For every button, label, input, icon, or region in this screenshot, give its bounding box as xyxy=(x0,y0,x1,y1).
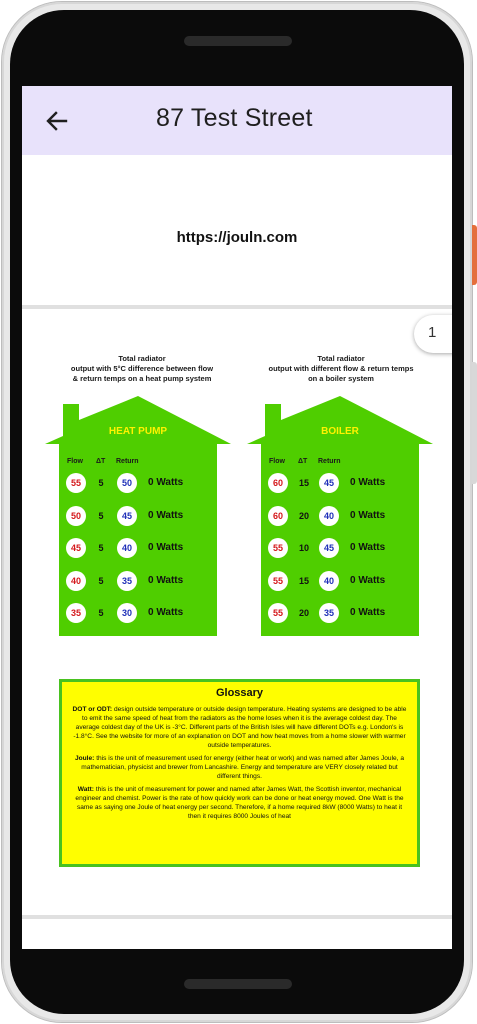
delta-t-header: ΔT xyxy=(96,458,106,465)
return-header: Return xyxy=(318,458,341,465)
boiler-caption xyxy=(251,354,431,384)
volume-button[interactable] xyxy=(472,362,477,484)
flow-temp: 45 xyxy=(66,538,86,558)
glossary-definition: this is the unit of measurement for power and named after James Watt, the Scottish inventor, mechanical engineer and chemist. Power is the rate of how quickly work can be done or heat energy moved. One Watt is the same as saying one Joule of heat energy per second. Therefore, if a home required 8kW (8000 Watts) to heat it then it requires 8000 Joules of heat xyxy=(75,786,404,820)
data-row xyxy=(247,571,433,595)
return-temp: 35 xyxy=(117,571,137,591)
boiler-label: BOILER xyxy=(321,426,359,437)
page-title: 87 Test Street xyxy=(156,104,313,132)
return-temp: 40 xyxy=(319,506,339,526)
top-speaker xyxy=(184,36,292,46)
data-row xyxy=(247,506,433,530)
watts-output: 0 Watts xyxy=(350,477,386,488)
flow-header: Flow xyxy=(67,458,83,465)
flow-temp: 40 xyxy=(66,571,86,591)
delta-t-value: 10 xyxy=(298,543,309,553)
page-divider xyxy=(22,915,452,919)
glossary-definition: this is the unit of measurement used for energy (either heat or work) and was named after James Joule, a mathematician, physicist and brewer from Lancashire. Energy and temperature are VERY closely related but different things. xyxy=(81,755,405,780)
url-section xyxy=(22,155,452,305)
return-header: Return xyxy=(116,458,139,465)
data-row xyxy=(247,603,433,627)
flow-temp: 55 xyxy=(268,603,288,623)
flow-temp: 60 xyxy=(268,473,288,493)
delta-t-header: ΔT xyxy=(298,458,308,465)
app-bar xyxy=(22,86,452,155)
page-divider xyxy=(22,305,452,309)
page-number-badge[interactable] xyxy=(414,315,452,353)
data-row xyxy=(45,473,231,497)
power-button[interactable] xyxy=(472,225,477,285)
website-link[interactable]: https://jouln.com xyxy=(176,229,298,246)
glossary-term: Joule: xyxy=(74,755,95,762)
glossary-entry xyxy=(72,705,407,750)
return-temp: 50 xyxy=(117,473,137,493)
watts-output: 0 Watts xyxy=(148,542,184,553)
delta-t-value: 5 xyxy=(98,510,104,521)
glossary-title: Glossary xyxy=(215,687,264,699)
data-row xyxy=(45,603,231,627)
caption-line: on a boiler system xyxy=(308,374,374,383)
boiler-house xyxy=(247,396,433,636)
delta-t-value: 20 xyxy=(298,608,309,618)
return-temp: 45 xyxy=(319,473,339,493)
heat-pump-label: HEAT PUMP xyxy=(108,426,168,437)
watts-output: 0 Watts xyxy=(350,509,386,521)
delta-t-value: 20 xyxy=(298,510,309,521)
caption-line: Total radiator xyxy=(317,354,365,363)
watts-output: 0 Watts xyxy=(350,607,386,618)
return-temp: 40 xyxy=(319,571,339,591)
data-row xyxy=(247,473,433,497)
heat-pump-caption xyxy=(52,354,232,384)
glossary-box xyxy=(59,679,420,867)
flow-temp: 35 xyxy=(66,603,86,623)
return-temp: 40 xyxy=(117,538,137,558)
caption-line: output with 5°C difference between flow xyxy=(70,364,214,373)
data-row xyxy=(45,538,231,562)
return-temp: 30 xyxy=(117,603,137,623)
delta-t-value: 15 xyxy=(298,478,309,488)
caption-line: Total radiator xyxy=(118,354,166,363)
return-temp: 45 xyxy=(319,538,339,558)
app-screen xyxy=(22,86,452,949)
data-row xyxy=(247,538,433,562)
watts-output: 0 Watts xyxy=(148,607,184,618)
delta-t-value: 5 xyxy=(98,575,104,586)
flow-temp: 60 xyxy=(268,506,288,526)
delta-t-value: 5 xyxy=(98,608,104,618)
watts-output: 0 Watts xyxy=(148,509,184,521)
data-row xyxy=(45,571,231,595)
page-number: 1 xyxy=(428,324,437,341)
glossary-entry xyxy=(72,785,407,821)
delta-t-value: 5 xyxy=(98,478,104,488)
flow-temp: 55 xyxy=(268,538,288,558)
flow-temp: 50 xyxy=(66,506,86,526)
watts-output: 0 Watts xyxy=(148,477,184,488)
heat-pump-house xyxy=(45,396,231,636)
glossary-definition: design outside temperature or outside design temperature. Heating systems are designed to be able to emit the same speed of heat from the radiators as the home loses when it is the average coldest day. The average coldest day of the UK is -3°C. Different parts of the British Isles will have different DOTs e.g. London's is -1.8°C. See the website for more of an explanation on DOT and how heat moves from a home slower with warmer outside temperatures. xyxy=(73,706,407,749)
glossary-term: Watt: xyxy=(77,786,94,793)
return-temp: 45 xyxy=(117,506,137,526)
back-button[interactable] xyxy=(44,108,70,134)
caption-line: output with different flow & return temps xyxy=(268,364,414,373)
watts-output: 0 Watts xyxy=(350,574,386,586)
watts-output: 0 Watts xyxy=(148,574,184,586)
watts-output: 0 Watts xyxy=(350,542,386,553)
data-row xyxy=(45,506,231,530)
flow-header: Flow xyxy=(269,458,285,465)
flow-temp: 55 xyxy=(268,571,288,591)
flow-temp: 55 xyxy=(66,473,86,493)
glossary-term: DOT or ODT: xyxy=(72,706,113,713)
caption-line: & return temps on a heat pump system xyxy=(72,374,212,383)
bottom-speaker xyxy=(184,979,292,989)
delta-t-value: 5 xyxy=(98,543,104,553)
arrow-left-icon xyxy=(44,108,70,134)
return-temp: 35 xyxy=(319,603,339,623)
glossary-entry xyxy=(72,754,407,781)
delta-t-value: 15 xyxy=(298,575,309,586)
